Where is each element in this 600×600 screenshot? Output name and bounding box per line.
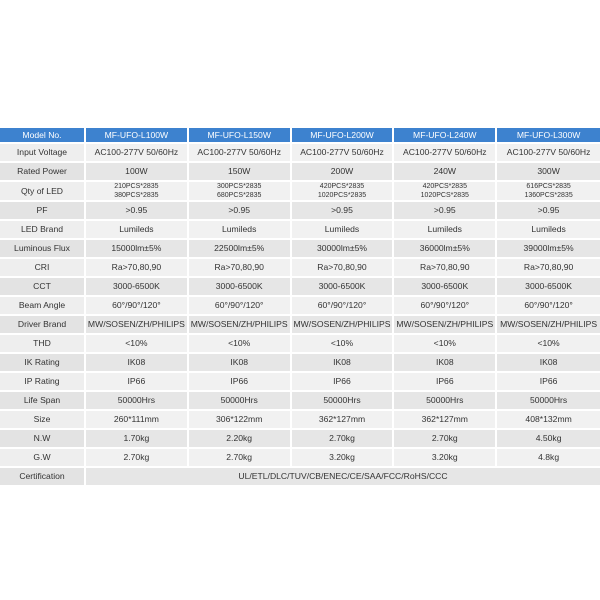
spec-value: 39000lm±5% [497, 240, 600, 257]
spec-value: IK08 [394, 354, 497, 371]
model-name: MF-UFO-L200W [292, 128, 395, 142]
spec-value: Ra>70,80,90 [497, 259, 600, 276]
spec-value: <10% [497, 335, 600, 352]
spec-label: CCT [0, 278, 86, 295]
spec-value: 2.20kg [189, 430, 292, 447]
led-qty-line: 616PCS*2835 [526, 183, 571, 190]
spec-value: <10% [189, 335, 292, 352]
spec-row [0, 182, 600, 200]
spec-value: 60°/90°/120° [497, 297, 600, 314]
led-qty-line: 1020PCS*2835 [317, 192, 367, 199]
spec-value: 100W [86, 163, 189, 180]
spec-value: 50000Hrs [86, 392, 189, 409]
spec-label: LED Brand [0, 221, 86, 238]
spec-value: 3000-6500K [86, 278, 189, 295]
spec-value: 306*122mm [189, 411, 292, 428]
spec-value: 60°/90°/120° [189, 297, 292, 314]
spec-value: 4.8kg [497, 449, 600, 466]
spec-value: Ra>70,80,90 [394, 259, 497, 276]
spec-value: IP66 [394, 373, 497, 390]
spec-value: 22500lm±5% [189, 240, 292, 257]
spec-row [0, 335, 600, 352]
spec-row [0, 240, 600, 257]
spec-value: MW/SOSEN/ZH/PHILIPS [394, 316, 497, 333]
spec-label: Input Voltage [0, 144, 86, 161]
model-name: MF-UFO-L100W [86, 128, 189, 142]
spec-value: 50000Hrs [394, 392, 497, 409]
spec-value: <10% [86, 335, 189, 352]
spec-value: IK08 [189, 354, 292, 371]
header-row [0, 128, 600, 142]
spec-value [497, 182, 600, 200]
spec-value: 362*127mm [292, 411, 395, 428]
spec-row [0, 144, 600, 161]
spec-value: AC100-277V 50/60Hz [394, 144, 497, 161]
spec-value: MW/SOSEN/ZH/PHILIPS [497, 316, 600, 333]
spec-value: 408*132mm [497, 411, 600, 428]
spec-value: Lumileds [394, 221, 497, 238]
spec-value: <10% [292, 335, 395, 352]
spec-value: 50000Hrs [189, 392, 292, 409]
spec-value: 2.70kg [86, 449, 189, 466]
spec-value: Lumileds [189, 221, 292, 238]
spec-row [0, 316, 600, 333]
spec-label: Qty of LED [0, 182, 86, 200]
spec-value: 362*127mm [394, 411, 497, 428]
led-qty-line: 300PCS*2835 [217, 183, 262, 190]
spec-value: Lumileds [292, 221, 395, 238]
spec-value: 240W [394, 163, 497, 180]
spec-value: 3.20kg [292, 449, 395, 466]
spec-row [0, 259, 600, 276]
spec-label: Beam Angle [0, 297, 86, 314]
spec-value: 15000lm±5% [86, 240, 189, 257]
spec-value: 150W [189, 163, 292, 180]
spec-value: 30000lm±5% [292, 240, 395, 257]
spec-value: IP66 [497, 373, 600, 390]
spec-value: 50000Hrs [497, 392, 600, 409]
spec-value: AC100-277V 50/60Hz [292, 144, 395, 161]
spec-row [0, 354, 600, 371]
spec-label: PF [0, 202, 86, 219]
certification-label: Certification [0, 468, 86, 485]
spec-value: 3000-6500K [189, 278, 292, 295]
spec-value: Lumileds [86, 221, 189, 238]
spec-value: AC100-277V 50/60Hz [189, 144, 292, 161]
spec-value: 3000-6500K [497, 278, 600, 295]
spec-value: >0.95 [292, 202, 395, 219]
spec-value: 60°/90°/120° [86, 297, 189, 314]
led-qty-line: 210PCS*2835 [114, 183, 159, 190]
spec-row [0, 297, 600, 314]
spec-label: Luminous Flux [0, 240, 86, 257]
led-qty-line: 420PCS*2835 [319, 183, 365, 190]
spec-value: IP66 [189, 373, 292, 390]
spec-value: IP66 [86, 373, 189, 390]
spec-value: 2.70kg [394, 430, 497, 447]
spec-row [0, 392, 600, 409]
spec-label: Life Span [0, 392, 86, 409]
certification-row [0, 468, 600, 485]
spec-value: 60°/90°/120° [292, 297, 395, 314]
spec-value: 3000-6500K [292, 278, 395, 295]
model-name: MF-UFO-L150W [189, 128, 292, 142]
spec-value: 4.50kg [497, 430, 600, 447]
spec-value [86, 182, 189, 200]
spec-label: N.W [0, 430, 86, 447]
spec-value [292, 182, 395, 200]
spec-row [0, 411, 600, 428]
led-qty-line: 380PCS*2835 [114, 192, 159, 199]
spec-row [0, 430, 600, 447]
spec-value: IK08 [86, 354, 189, 371]
spec-value: IP66 [292, 373, 395, 390]
spec-label: THD [0, 335, 86, 352]
header-label: Model No. [0, 128, 86, 142]
spec-value [189, 182, 292, 200]
led-qty-line: 1360PCS*2835 [524, 192, 573, 199]
led-qty-line: 680PCS*2835 [217, 192, 262, 199]
spec-value: >0.95 [394, 202, 497, 219]
spec-label: Rated Power [0, 163, 86, 180]
spec-table [0, 126, 600, 487]
spec-value: >0.95 [86, 202, 189, 219]
spec-value: >0.95 [497, 202, 600, 219]
spec-value: 300W [497, 163, 600, 180]
spec-value: MW/SOSEN/ZH/PHILIPS [292, 316, 395, 333]
spec-value: Ra>70,80,90 [86, 259, 189, 276]
spec-value: 36000lm±5% [394, 240, 497, 257]
spec-row [0, 221, 600, 238]
spec-value [394, 182, 497, 200]
spec-row [0, 449, 600, 466]
spec-value: <10% [394, 335, 497, 352]
model-name: MF-UFO-L240W [394, 128, 497, 142]
model-name: MF-UFO-L300W [497, 128, 600, 142]
spec-value: Lumileds [497, 221, 600, 238]
spec-value: 1.70kg [86, 430, 189, 447]
spec-value: 260*111mm [86, 411, 189, 428]
spec-value: Ra>70,80,90 [292, 259, 395, 276]
spec-row [0, 202, 600, 219]
spec-value: IK08 [292, 354, 395, 371]
spec-value: IK08 [497, 354, 600, 371]
spec-value: 50000Hrs [292, 392, 395, 409]
spec-value: 3000-6500K [394, 278, 497, 295]
spec-label: CRI [0, 259, 86, 276]
spec-row [0, 163, 600, 180]
led-qty-line: 1020PCS*2835 [420, 192, 469, 199]
spec-value: >0.95 [189, 202, 292, 219]
spec-label: Driver Brand [0, 316, 86, 333]
spec-value: AC100-277V 50/60Hz [497, 144, 600, 161]
led-qty-line: 420PCS*2835 [422, 183, 467, 190]
spec-value: MW/SOSEN/ZH/PHILIPS [86, 316, 189, 333]
spec-value: 3.20kg [394, 449, 497, 466]
spec-label: G.W [0, 449, 86, 466]
spec-label: IP Rating [0, 373, 86, 390]
spec-label: IK Rating [0, 354, 86, 371]
certification-value: UL/ETL/DLC/TUV/CB/ENEC/CE/SAA/FCC/RoHS/CCC [86, 468, 600, 485]
spec-value: MW/SOSEN/ZH/PHILIPS [189, 316, 292, 333]
spec-value: 2.70kg [189, 449, 292, 466]
spec-value: 200W [292, 163, 395, 180]
spec-row [0, 373, 600, 390]
spec-value: 60°/90°/120° [394, 297, 497, 314]
spec-row [0, 278, 600, 295]
spec-value: AC100-277V 50/60Hz [86, 144, 189, 161]
spec-label: Size [0, 411, 86, 428]
spec-value: Ra>70,80,90 [189, 259, 292, 276]
spec-value: 2.70kg [292, 430, 395, 447]
